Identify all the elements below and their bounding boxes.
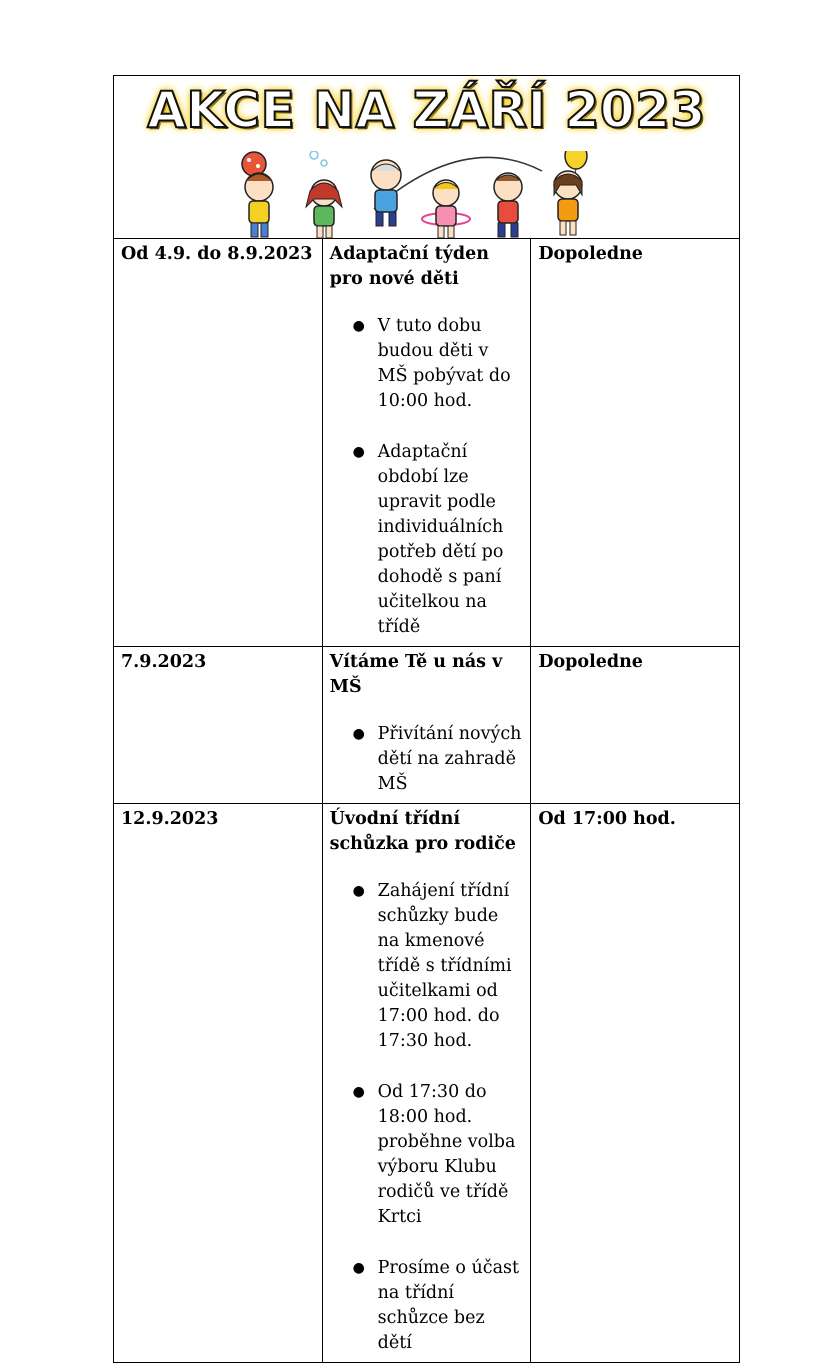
banner-title: AKCE NA ZÁŘÍ 2023 <box>147 81 706 139</box>
event-items <box>330 314 524 640</box>
event-items <box>330 879 524 1356</box>
event-title: Úvodní třídní schůzka pro rodiče <box>329 809 516 854</box>
list-item: ● V tuto dobu budou děti v MŠ pobývat do 10:00 hod. <box>352 316 511 411</box>
event-time: Dopoledne <box>531 239 740 647</box>
list-item: ● Adaptační období lze upravit podle individuálních potřeb dětí po dohodě s paní učitelkou na třídě <box>352 442 504 637</box>
event-time: Od 17:00 hod. <box>531 804 740 1363</box>
bullet-icon: ● <box>352 1260 365 1276</box>
event-title: Vítáme Tě u nás v MŠ <box>329 652 503 697</box>
event-title: Adaptační týden pro nové děti <box>329 244 489 289</box>
list-item: ● Přivítání nových dětí na zahradě MŠ <box>352 724 522 794</box>
list-item: ● Prosíme o účast na třídní schůzce bez dětí <box>352 1258 520 1353</box>
banner <box>114 76 740 239</box>
list-item: ● Od 17:30 do 18:00 hod. proběhne volba výboru Klubu rodičů ve třídě Krtci <box>352 1082 516 1227</box>
children-playing-illustration <box>224 151 634 239</box>
bullet-icon: ● <box>352 883 365 899</box>
events-table <box>113 75 740 1363</box>
event-row <box>114 647 740 804</box>
bullet-icon: ● <box>352 726 365 742</box>
event-detail <box>322 804 531 1363</box>
event-date: 7.9.2023 <box>114 647 323 804</box>
event-time: Dopoledne <box>531 647 740 804</box>
event-detail <box>322 647 531 804</box>
event-detail <box>322 239 531 647</box>
event-row <box>114 804 740 1363</box>
list-item: ● Zahájení třídní schůzky bude na kmenové třídě s třídními učitelkami od 17:00 hod. do 17:30 hod. <box>352 881 512 1051</box>
bullet-icon: ● <box>352 1084 365 1100</box>
event-date: 12.9.2023 <box>114 804 323 1363</box>
event-items <box>330 722 524 797</box>
bullet-icon: ● <box>352 444 365 460</box>
bullet-icon: ● <box>352 318 365 334</box>
event-row <box>114 239 740 647</box>
banner-row <box>114 76 740 239</box>
event-date: Od 4.9. do 8.9.2023 <box>114 239 323 647</box>
